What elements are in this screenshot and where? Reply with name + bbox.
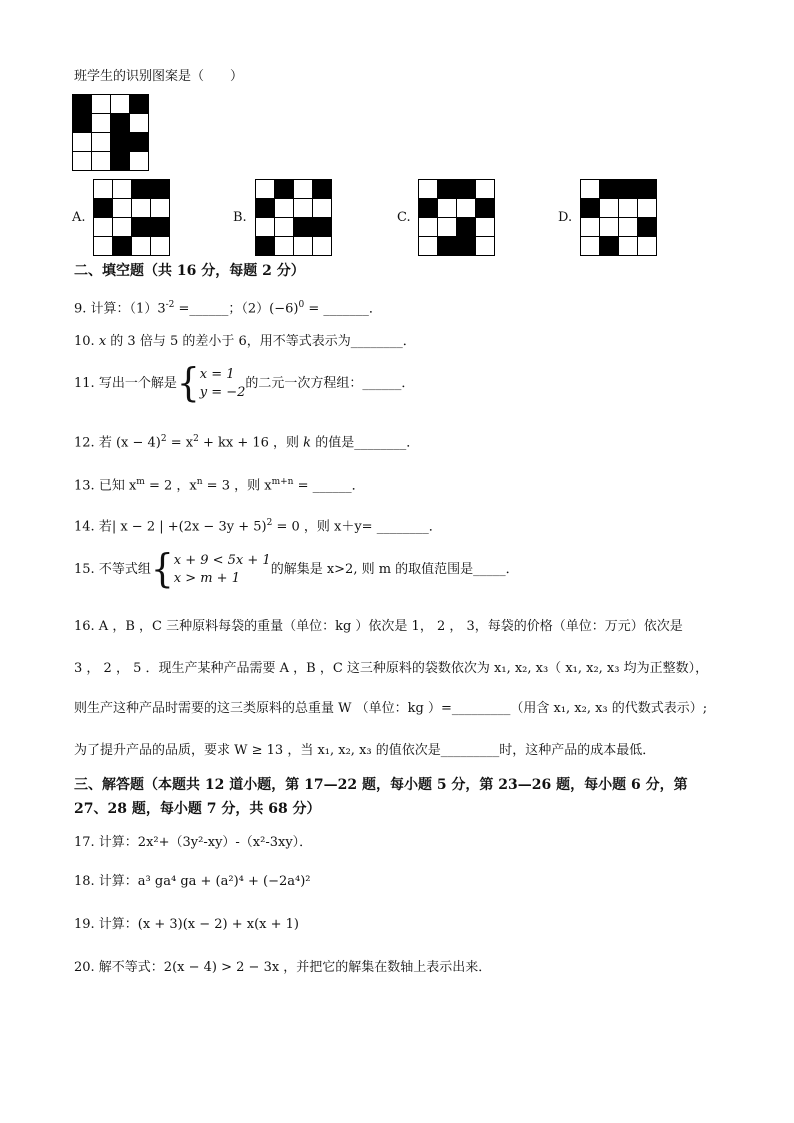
pattern-cell bbox=[294, 199, 313, 218]
pattern-cell bbox=[111, 114, 130, 133]
pattern-cell bbox=[600, 237, 619, 256]
question-19: 19. 计算：(x + 3)(x − 2) + x(x + 1) bbox=[74, 917, 300, 932]
pattern-cell bbox=[113, 199, 132, 218]
q15-inequality-1: x + 9 < 5x + 1 bbox=[173, 552, 271, 568]
q12-exponent-1: 2 bbox=[160, 434, 167, 444]
pattern-cell bbox=[419, 218, 438, 237]
pattern-cell bbox=[438, 237, 457, 256]
pattern-cell bbox=[151, 218, 170, 237]
q14-exponent: 2 bbox=[266, 518, 273, 528]
pattern-cell bbox=[73, 114, 92, 133]
pattern-cell bbox=[151, 199, 170, 218]
option-b-label: B. bbox=[233, 210, 247, 225]
pattern-cell bbox=[132, 237, 151, 256]
pattern-cell bbox=[619, 199, 638, 218]
question-12 bbox=[74, 430, 419, 452]
option-c-label: C. bbox=[397, 210, 411, 225]
q12-text-1: 若 (x − 4) bbox=[98, 435, 161, 451]
question-9 bbox=[74, 296, 382, 318]
q11-equation-system bbox=[200, 366, 246, 402]
q9-text-1: 计算：（1）3 bbox=[90, 301, 166, 317]
pattern-cell bbox=[476, 218, 495, 237]
pattern-cell bbox=[275, 237, 294, 256]
q15-inequality-2: x > m + 1 bbox=[173, 570, 240, 586]
q11-number: 11. bbox=[74, 376, 99, 391]
pattern-cell bbox=[113, 180, 132, 199]
question-13 bbox=[74, 473, 365, 495]
question-16-line-3: 则生产这种产品时需要的这三类原料的总重量 W （单位：kg ）=_________（用含 x₁, x₂, x₃ 的代数式表示）; bbox=[74, 701, 708, 716]
q10-variable: x bbox=[98, 334, 107, 349]
pattern-cell bbox=[113, 237, 132, 256]
pattern-cell bbox=[581, 199, 600, 218]
pattern-cell bbox=[457, 237, 476, 256]
pattern-cell bbox=[600, 180, 619, 199]
pattern-cell bbox=[94, 180, 113, 199]
pattern-cell bbox=[619, 218, 638, 237]
q11-equation-2: y = −2 bbox=[199, 384, 246, 400]
q14-text-1: 若| x − 2 | +(2x − 3y + 5) bbox=[98, 519, 267, 535]
pattern-cell bbox=[130, 114, 149, 133]
q12-text-2: = x bbox=[166, 435, 194, 451]
q9-number: 9. bbox=[74, 301, 91, 317]
pattern-cell bbox=[73, 133, 92, 152]
question-10 bbox=[74, 333, 416, 351]
q11-text-2: 的二元一次方程组：______． bbox=[245, 376, 415, 391]
q11-text-1: 写出一个解是 bbox=[98, 376, 177, 391]
pattern-cell bbox=[638, 199, 657, 218]
q13-number: 13. bbox=[74, 478, 99, 494]
pattern-cell bbox=[111, 152, 130, 171]
pattern-cell bbox=[132, 199, 151, 218]
pattern-cell bbox=[275, 199, 294, 218]
pattern-cell bbox=[130, 152, 149, 171]
q11-equation-1: x = 1 bbox=[199, 366, 235, 382]
q15-text-2: 的解集是 x>2, 则 m 的取值范围是_____． bbox=[270, 562, 519, 577]
q9-text-2: =______；（2）(−6) bbox=[174, 301, 299, 317]
pattern-cell bbox=[457, 199, 476, 218]
pattern-cell bbox=[438, 199, 457, 218]
q13-exponent-2: n bbox=[196, 477, 203, 487]
pattern-cell bbox=[73, 95, 92, 114]
pattern-cell bbox=[92, 133, 111, 152]
option-b-pattern-grid bbox=[255, 179, 332, 256]
pattern-cell bbox=[113, 218, 132, 237]
pattern-cell bbox=[313, 199, 332, 218]
q12-text-4: 的值是________． bbox=[311, 435, 420, 451]
pattern-cell bbox=[438, 180, 457, 199]
pattern-cell bbox=[275, 180, 294, 199]
pattern-cell bbox=[476, 237, 495, 256]
pattern-cell bbox=[313, 218, 332, 237]
q10-text: 的 3 倍与 5 的差小于 6，用不等式表示为________． bbox=[106, 334, 416, 349]
pattern-cell bbox=[256, 199, 275, 218]
pattern-cell bbox=[638, 218, 657, 237]
pattern-cell bbox=[638, 237, 657, 256]
pattern-cell bbox=[294, 180, 313, 199]
pattern-cell bbox=[581, 218, 600, 237]
question-20: 20. 解不等式：2(x − 4) > 2 − 3x ，并把它的解集在数轴上表示出来． bbox=[74, 960, 492, 975]
question-14 bbox=[74, 514, 442, 536]
question-17: 17. 计算：2x²+（3y²-xy）-（x²-3xy）． bbox=[74, 835, 313, 850]
pattern-cell bbox=[275, 218, 294, 237]
q9-exponent-1: -2 bbox=[165, 300, 175, 310]
pattern-cell bbox=[73, 152, 92, 171]
pattern-cell bbox=[294, 237, 313, 256]
q12-variable: k bbox=[303, 435, 312, 451]
pattern-cell bbox=[476, 199, 495, 218]
pattern-cell bbox=[581, 237, 600, 256]
q13-text-2: = 2 ，x bbox=[144, 478, 197, 494]
pattern-cell bbox=[476, 180, 495, 199]
pattern-cell bbox=[294, 218, 313, 237]
pattern-cell bbox=[256, 237, 275, 256]
pattern-cell bbox=[419, 199, 438, 218]
pattern-cell bbox=[130, 95, 149, 114]
q13-text-1: 已知 x bbox=[98, 478, 137, 494]
section-2-heading: 二、填空题（共 16 分，每题 2 分） bbox=[74, 263, 305, 279]
q13-text-3: = 3 ，则 x bbox=[202, 478, 272, 494]
question-16-line-1: 16. A ，B ，C 三种原料每袋的重量（单位：kg ）依次是 1， 2 ， 3，每袋的价格（单位：万元）依次是 bbox=[74, 619, 683, 634]
question-18: 18. 计算：a³ gа⁴ gа + (a²)⁴ + (−2a⁴)² bbox=[74, 874, 311, 889]
q9-exponent-2: 0 bbox=[298, 300, 305, 310]
pattern-cell bbox=[94, 199, 113, 218]
q9-text-3: = _______． bbox=[304, 301, 382, 317]
option-d-pattern-grid bbox=[580, 179, 657, 256]
pattern-cell bbox=[581, 180, 600, 199]
q15-number: 15. bbox=[74, 562, 99, 577]
section-3-heading-line-1: 三、解答题（本题共 12 道小题，第 17—22 题，每小题 5 分，第 23—26 题，每小题 6 分，第 bbox=[74, 777, 688, 793]
pattern-cell bbox=[132, 218, 151, 237]
question-11 bbox=[74, 360, 415, 406]
q14-number: 14. bbox=[74, 519, 99, 535]
system-brace-icon: { bbox=[150, 546, 174, 592]
q15-text-1: 不等式组 bbox=[98, 562, 151, 577]
pattern-cell bbox=[457, 180, 476, 199]
question-8-tail: 班学生的识别图案是（ ） bbox=[74, 69, 244, 84]
pattern-cell bbox=[92, 152, 111, 171]
pattern-cell bbox=[132, 180, 151, 199]
pattern-cell bbox=[256, 180, 275, 199]
q13-text-4: = ______． bbox=[293, 478, 365, 494]
q14-text-2: = 0 ，则 x＋y= ________． bbox=[272, 519, 442, 535]
q13-exponent-3: m+n bbox=[271, 477, 294, 487]
pattern-cell bbox=[419, 180, 438, 199]
pattern-cell bbox=[151, 180, 170, 199]
pattern-cell bbox=[256, 218, 275, 237]
pattern-cell bbox=[638, 180, 657, 199]
q12-exponent-2: 2 bbox=[193, 434, 199, 444]
q12-text-3: + kx + 16 ，则 bbox=[198, 435, 304, 451]
pattern-cell bbox=[92, 114, 111, 133]
pattern-cell bbox=[619, 180, 638, 199]
pattern-cell bbox=[600, 218, 619, 237]
pattern-cell bbox=[94, 218, 113, 237]
q10-number: 10. bbox=[74, 334, 99, 349]
pattern-cell bbox=[313, 180, 332, 199]
pattern-cell bbox=[313, 237, 332, 256]
q13-exponent-1: m bbox=[136, 477, 145, 487]
pattern-cell bbox=[111, 133, 130, 152]
option-d-label: D. bbox=[558, 210, 573, 225]
q12-number: 12. bbox=[74, 435, 99, 451]
question-15 bbox=[74, 546, 519, 592]
pattern-cell bbox=[438, 218, 457, 237]
pattern-cell bbox=[92, 95, 111, 114]
pattern-cell bbox=[151, 237, 170, 256]
system-brace-icon: { bbox=[176, 360, 200, 406]
pattern-cell bbox=[419, 237, 438, 256]
pattern-cell bbox=[600, 199, 619, 218]
q15-inequality-system bbox=[174, 552, 271, 588]
pattern-cell bbox=[130, 133, 149, 152]
section-3-heading-line-2: 27、28 题，每小题 7 分，共 68 分） bbox=[74, 801, 321, 817]
pattern-cell bbox=[111, 95, 130, 114]
question-16-line-4: 为了提升产品的品质，要求 W ≥ 13 ，当 x₁, x₂, x₃ 的值依次是_________时，这种产品的成本最低． bbox=[74, 743, 656, 758]
question-16-line-2: 3 ， 2 ， 5 ．现生产某种产品需要 A ，B ，C 这三种原料的袋数依次为 x₁, x₂, x₃（ x₁, x₂, x₃ 均为正整数）， bbox=[74, 661, 709, 676]
pattern-cell bbox=[94, 237, 113, 256]
option-a-label: A. bbox=[72, 210, 86, 225]
pattern-cell bbox=[457, 218, 476, 237]
reference-pattern-grid bbox=[72, 94, 149, 171]
pattern-cell bbox=[619, 237, 638, 256]
option-a-pattern-grid bbox=[93, 179, 170, 256]
option-c-pattern-grid bbox=[418, 179, 495, 256]
